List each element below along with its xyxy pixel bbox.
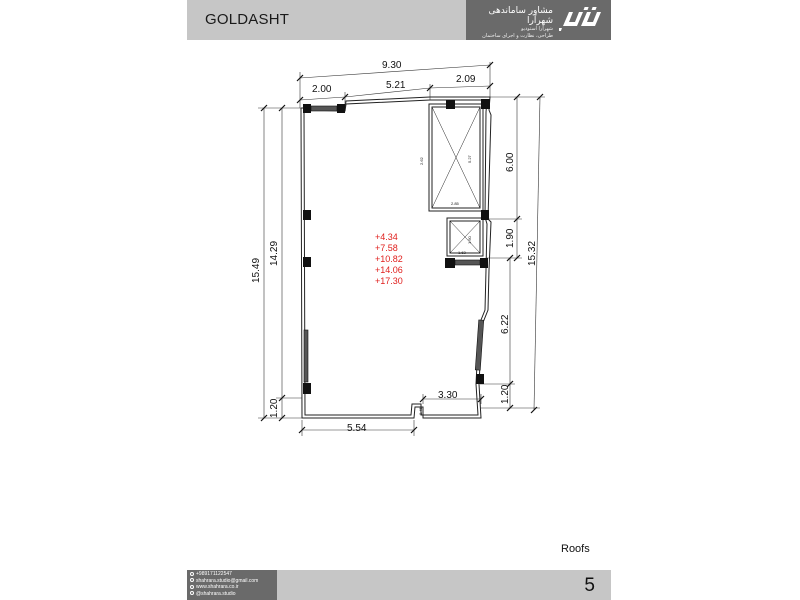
instagram-icon: [190, 591, 194, 595]
stair-height-label: 2.62: [419, 157, 424, 165]
level-label: +14.06: [375, 265, 403, 275]
globe-icon: [190, 585, 194, 589]
stair-inner-label: 5.27: [467, 155, 472, 163]
dimension-ticks: [261, 62, 543, 433]
dim-right-mid: 1.90: [505, 228, 516, 248]
website-row: [190, 584, 277, 591]
stair-width-label: 2.85: [451, 201, 459, 206]
level-label: +10.82: [375, 254, 403, 264]
instagram-row: [190, 591, 277, 598]
sheet-label: Roofs: [561, 543, 590, 555]
phone-text: +989171122547: [196, 571, 232, 577]
dim-top-total: 9.30: [382, 60, 402, 71]
email-link[interactable]: shahrara.studio@gmail.com: [196, 577, 259, 584]
level-label: +7.58: [375, 243, 398, 253]
instagram-link[interactable]: @shahrara.studio: [196, 590, 236, 597]
dim-left-inner: 14.29: [269, 240, 280, 266]
page-number: 5: [584, 575, 595, 596]
level-label: +4.34: [375, 232, 398, 242]
dim-bottom-right: 3.30: [438, 390, 458, 401]
level-label: +17.30: [375, 276, 403, 286]
phone-icon: [190, 572, 194, 576]
footer-bar: [187, 570, 611, 600]
contact-block: [187, 570, 277, 600]
dim-top-right: 2.09: [456, 74, 476, 85]
brand-name: مشاور ساماندهی شهرآرا: [488, 6, 553, 26]
dim-right-lower: 6.22: [500, 314, 511, 334]
dim-bottom-left: 5.54: [347, 423, 367, 434]
brand-tagline: طراحی، نظارت و اجرای ساختمان: [482, 33, 553, 39]
dim-right-top: 6.00: [505, 152, 516, 172]
lift-width-label: 1.63: [458, 250, 466, 255]
email-icon: [190, 578, 194, 582]
dim-left-outer: 15.49: [251, 257, 262, 283]
dim-left-bottom: 1.20: [269, 398, 280, 418]
dim-top-left: 2.00: [312, 84, 332, 95]
dim-top-mid: 5.21: [386, 80, 406, 91]
lift-height-label: 1.60: [467, 236, 472, 244]
level-labels: [375, 232, 403, 286]
dim-right-outer: 15.32: [527, 240, 538, 266]
email-row: [190, 578, 277, 585]
room-dimension-labels: [419, 154, 472, 255]
project-title: GOLDASHT: [205, 11, 290, 28]
website-link[interactable]: www.shahrara.co.ir: [196, 584, 239, 591]
dim-right-bottom: 1.20: [500, 384, 511, 404]
phone-row: [190, 571, 277, 578]
brand-subtitle: شهرآرا استودیو: [521, 26, 553, 32]
dim-bottom-step: 0.45: [418, 407, 423, 415]
